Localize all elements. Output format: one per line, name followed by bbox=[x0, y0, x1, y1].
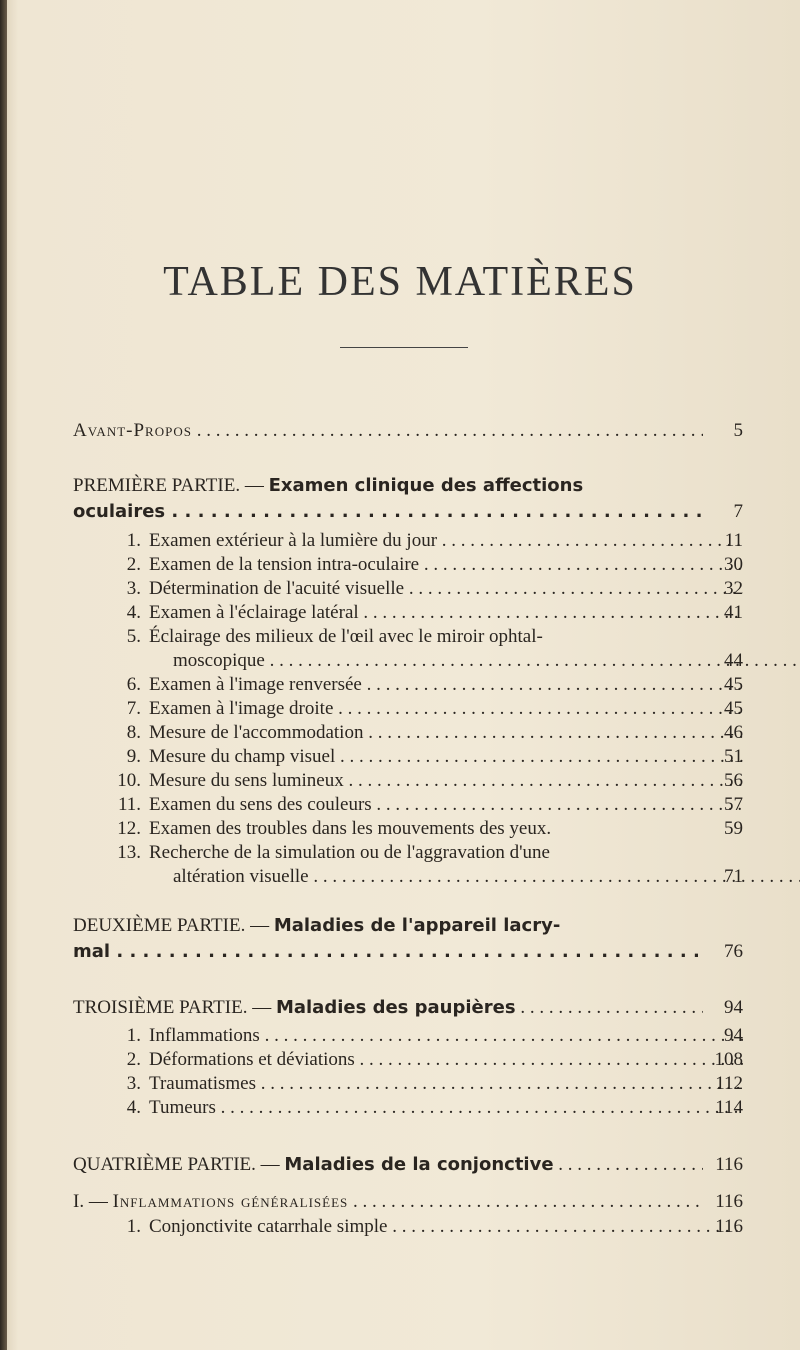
toc-entry-line1 bbox=[113, 624, 543, 650]
toc-label: Avant-Propos . . . bbox=[73, 418, 703, 444]
toc-entry bbox=[0, 672, 800, 698]
toc-label: Déformations et déviations bbox=[149, 1049, 355, 1070]
page-title: TABLE DES MATIÈRES bbox=[163, 259, 637, 305]
toc-label: Tumeurs bbox=[149, 1097, 216, 1118]
toc-label: mal . . . bbox=[73, 939, 703, 965]
toc-entry bbox=[0, 1047, 800, 1073]
toc-page: 5 bbox=[733, 420, 743, 441]
toc-page: 56 bbox=[724, 770, 743, 791]
toc-number: 4. bbox=[126, 602, 141, 623]
toc-number: 11. bbox=[117, 794, 141, 815]
toc-entry bbox=[0, 648, 800, 674]
toc-number: 13. bbox=[117, 842, 141, 863]
toc-page: 108 bbox=[714, 1049, 743, 1070]
toc-page: 30 bbox=[724, 554, 743, 575]
toc-page: 94 bbox=[724, 997, 743, 1018]
toc-entry bbox=[0, 792, 800, 818]
title-divider bbox=[340, 347, 468, 348]
toc-number: 3. bbox=[126, 578, 141, 599]
toc-label: Mesure du sens lumineux bbox=[149, 770, 344, 791]
toc-page: 7 bbox=[733, 501, 743, 522]
toc-number: 1. bbox=[126, 1216, 141, 1237]
toc-label: Mesure du champ visuel bbox=[149, 746, 336, 767]
part-heading-1 bbox=[73, 473, 583, 499]
toc-entry bbox=[0, 1023, 800, 1049]
part-heading-title: Examen clinique des affections bbox=[268, 475, 584, 496]
toc-page: 41 bbox=[724, 602, 743, 623]
toc-page: 116 bbox=[715, 1216, 743, 1237]
part-heading-title: Maladies de la conjonctive bbox=[284, 1154, 554, 1175]
toc-page: 45 bbox=[724, 674, 743, 695]
toc-entry bbox=[0, 696, 800, 722]
toc-entry-page-only bbox=[0, 816, 800, 842]
toc-label: Inflammations généralisées bbox=[112, 1191, 349, 1212]
toc-entry bbox=[0, 600, 800, 626]
toc-entry-avant-propos bbox=[0, 418, 800, 444]
toc-number: 1. bbox=[126, 1025, 141, 1046]
toc-label: Conjonctivite catarrhale simple bbox=[149, 1216, 388, 1237]
toc-label: Examen extérieur à la lumière du jour bbox=[149, 530, 438, 551]
toc-label: Examen à l'image renversée bbox=[149, 674, 362, 695]
toc-page: 59 bbox=[724, 818, 743, 839]
toc-number: 8. bbox=[126, 722, 141, 743]
part-heading-title: Maladies de l'appareil lacry- bbox=[273, 915, 561, 936]
part-heading-roman: DEUXIÈME PARTIE. — bbox=[73, 915, 274, 936]
toc-page: 11 bbox=[724, 530, 743, 551]
toc-label: Examen de la tension intra-oculaire bbox=[149, 554, 420, 575]
toc-number: 7. bbox=[126, 698, 141, 719]
toc-entry bbox=[0, 1095, 800, 1121]
toc-page: 32 bbox=[724, 578, 743, 599]
toc-page: 51 bbox=[724, 746, 743, 767]
toc-page: 116 bbox=[715, 1154, 743, 1175]
toc-number: 2. bbox=[126, 554, 141, 575]
toc-entry bbox=[0, 744, 800, 770]
toc-entry bbox=[0, 1214, 800, 1240]
part-heading-2 bbox=[73, 913, 560, 939]
toc-label: Mesure de l'accommodation bbox=[149, 722, 364, 743]
toc-label: Examen des troubles dans les mouvements des yeux. bbox=[149, 818, 552, 839]
toc-section-number: I. — bbox=[73, 1191, 108, 1212]
toc-number: 5. bbox=[126, 626, 141, 647]
toc-entry-line1 bbox=[113, 840, 550, 866]
toc-entry-part4 bbox=[0, 1152, 800, 1178]
toc-entry bbox=[0, 552, 800, 578]
toc-label-continued: altération visuelle . . . bbox=[173, 864, 800, 890]
toc-section-entry bbox=[0, 1189, 800, 1215]
part-heading-title: Maladies des paupières bbox=[275, 997, 516, 1018]
toc-page: 94 bbox=[724, 1025, 743, 1046]
toc-label: Examen du sens des couleurs bbox=[149, 794, 372, 815]
toc-number: 2. bbox=[126, 1049, 141, 1070]
toc-page: 71 bbox=[724, 866, 743, 887]
toc-number: 12. bbox=[117, 818, 141, 839]
toc-entry bbox=[0, 1071, 800, 1097]
toc-entry bbox=[0, 720, 800, 746]
toc-label: Traumatismes bbox=[149, 1073, 256, 1094]
toc-label: Détermination de l'acuité visuelle bbox=[149, 578, 405, 599]
toc-page: 57 bbox=[724, 794, 743, 815]
toc-label: Examen à l'image droite bbox=[149, 698, 334, 719]
toc-label: Éclairage des milieux de l'œil avec le miroir ophtal- bbox=[149, 626, 543, 647]
toc-label-continued: moscopique . . . bbox=[173, 648, 800, 674]
toc-number: 9. bbox=[126, 746, 141, 767]
toc-page: 76 bbox=[724, 941, 743, 962]
toc-number: 6. bbox=[126, 674, 141, 695]
toc-page: 114 bbox=[715, 1097, 743, 1118]
part-heading-roman: PREMIÈRE PARTIE. — bbox=[73, 475, 269, 496]
toc-entry bbox=[0, 528, 800, 554]
toc-label: Inflammations bbox=[149, 1025, 260, 1046]
toc-number: 1. bbox=[126, 530, 141, 551]
toc-page: 44 bbox=[724, 650, 743, 671]
toc-entry bbox=[0, 576, 800, 602]
toc-number: 3. bbox=[126, 1073, 141, 1094]
toc-entry-part2 bbox=[0, 939, 800, 965]
toc-number: 4. bbox=[126, 1097, 141, 1118]
part-heading-roman: QUATRIÈME PARTIE. — bbox=[73, 1154, 285, 1175]
toc-page: 46 bbox=[724, 722, 743, 743]
toc-label: Examen à l'éclairage latéral bbox=[149, 602, 359, 623]
toc-entry-part3 bbox=[0, 995, 800, 1021]
toc-entry bbox=[0, 864, 800, 890]
toc-page: 116 bbox=[715, 1191, 743, 1212]
toc-page: 45 bbox=[724, 698, 743, 719]
toc-entry-part1 bbox=[0, 499, 800, 525]
toc-number: 10. bbox=[117, 770, 141, 791]
toc-entry bbox=[0, 768, 800, 794]
toc-label: oculaires . . . bbox=[73, 499, 703, 525]
toc-page: 112 bbox=[715, 1073, 743, 1094]
toc-label: Recherche de la simulation ou de l'aggravation d'une bbox=[149, 842, 550, 863]
part-heading-roman: TROISIÈME PARTIE. — bbox=[73, 997, 276, 1018]
